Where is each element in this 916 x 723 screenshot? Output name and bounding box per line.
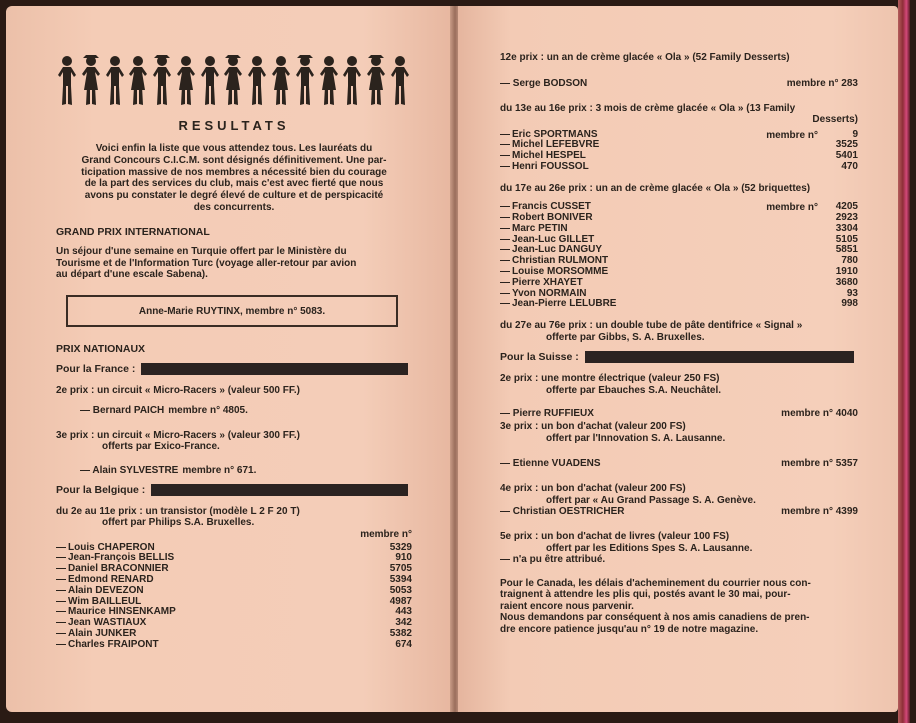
- prize-line: offert par « Au Grand Passage S. A. Genève.: [546, 494, 756, 506]
- suisse-prize-2: [500, 373, 858, 396]
- paper-doll-icon: [127, 52, 149, 108]
- row-dash: —: [56, 574, 66, 586]
- row-dash: —: [56, 541, 66, 553]
- paper-doll-icon: [294, 52, 316, 108]
- closing-line: Pour le Canada, les délais d'acheminement du courrier nous con-: [500, 577, 811, 589]
- prize-27-76: [500, 320, 858, 343]
- grand-prix-winner-box: [66, 295, 398, 327]
- winner-name: — Christian OESTRICHER: [500, 506, 625, 518]
- member-number: 9: [852, 128, 858, 140]
- winner-name: Eric SPORTMANS: [512, 128, 598, 140]
- member-number: 5851: [835, 244, 858, 256]
- prize-13-16-list: membre n° — Eric SPORTMANS 9 — Michel LEFEBVRE 3525 — Michel HESPEL 5401 — Henri FOUSSOL 470: [500, 128, 858, 172]
- winner-name: Alain JUNKER: [68, 628, 137, 640]
- prize-line: offerte par Gibbs, S. A. Bruxelles.: [546, 331, 705, 343]
- member-number: 3525: [835, 139, 858, 151]
- member-number: 93: [846, 287, 858, 299]
- row-dash: —: [56, 628, 66, 640]
- france-prize-3: [56, 430, 412, 453]
- member-number: 5382: [389, 628, 412, 640]
- winner-member: membre n° 5357: [781, 458, 858, 470]
- prize-17-26-list: membre n° — Francis CUSSET 4205 — Robert BONIVER 2923 — Marc PETIN 3304 — Jean-Luc GILLET 5105 — Jean-Luc DANGUY 5851 — Christian RULMONT 780 — Louise MORSOMME 1910 — Pierre XHAYET 3680 — Yvon NORMAIN 93 — Jean-Pierre LELUBRE 998: [500, 201, 858, 310]
- intro-line: de la part des services du club, mais c'est avec fierté que nous: [84, 178, 384, 190]
- p17-row: [500, 278, 858, 289]
- grand-prix-heading: GRAND PRIX INTERNATIONAL: [56, 225, 210, 238]
- row-dash: —: [500, 265, 510, 277]
- prize-line: du 2e au 11e prix : un transistor (modèle L 2 F 20 T): [56, 505, 300, 517]
- closing-line: Nous demandons par conséquent à nos amis canadiens de pren-: [500, 612, 810, 624]
- prize-line: 4e prix : un bon d'achat (valeur 200 FS): [500, 483, 686, 495]
- member-number: 780: [841, 255, 858, 267]
- book-edge: [898, 0, 910, 723]
- grand-prix-text: [56, 246, 412, 281]
- closing-line: dre encore patience jusqu'au n° 19 de notre magazine.: [500, 623, 759, 635]
- row-dash: —: [56, 552, 66, 564]
- prize-line: 5e prix : un bon d'achat de livres (valeur 100 FS): [500, 531, 730, 543]
- member-number: 4987: [389, 595, 412, 607]
- belgique-row: [56, 640, 412, 651]
- row-dash: —: [500, 255, 510, 267]
- p13-row: [500, 162, 858, 173]
- winner-name: Maurice HINSENKAMP: [68, 606, 176, 618]
- prize-line: — n'a pu être attribué.: [500, 554, 606, 566]
- row-dash: —: [56, 563, 66, 575]
- prize-12: 12e prix : un an de crème glacée « Ola » (52 Family Desserts): [500, 52, 790, 63]
- winner-name: Edmond RENARD: [68, 574, 154, 586]
- closing-line: traignent à attendre les plis qui, postés avant le 30 mai, pour-: [500, 589, 791, 601]
- row-dash: —: [500, 287, 510, 299]
- winner-name: Wim BAILLEUL: [68, 595, 142, 607]
- canada-notice: [500, 578, 858, 636]
- intro-line: avons pu constater le degré élevé de culture et de perspicacité: [84, 190, 384, 202]
- winner-name: Louis CHAPERON: [68, 541, 155, 553]
- intro-text: [56, 143, 412, 214]
- paper-doll-icon: [104, 52, 126, 108]
- page-title: RESULTATS: [178, 118, 290, 133]
- winner-name: Yvon NORMAIN: [512, 287, 587, 299]
- winner-name: Jean-Luc DANGUY: [512, 244, 603, 256]
- winner-name: — Serge BODSON: [500, 77, 588, 89]
- winner-name: Daniel BRACONNIER: [68, 563, 169, 575]
- belgique-winner-list: [56, 543, 412, 651]
- winner-name: — Pierre RUFFIEUX: [500, 408, 594, 420]
- france-winner-2: [56, 405, 412, 416]
- paper-doll-icon: [389, 52, 411, 108]
- prize-line: 3e prix : un circuit « Micro-Racers » (valeur 300 FF.): [56, 429, 300, 441]
- paper-doll-icon: [318, 52, 340, 108]
- right-page: [458, 6, 898, 712]
- row-dash: —: [56, 595, 66, 607]
- suisse-prize-4: [500, 483, 858, 506]
- prize-line: offert par les Editions Spes S. A. Lausanne.: [546, 542, 753, 554]
- winner-name: Jean-Pierre LELUBRE: [512, 298, 617, 310]
- france-section-label: [56, 363, 412, 375]
- row-dash: —: [500, 298, 510, 310]
- member-number: 2923: [835, 211, 858, 223]
- suisse-winner-2: [500, 408, 858, 419]
- belgique-section-label: [56, 484, 412, 496]
- intro-line: ticipation massive de nos membres a nécessité bien du courage: [81, 166, 387, 178]
- row-dash: —: [56, 606, 66, 618]
- winner-member: membre n° 671.: [182, 464, 257, 476]
- member-number: 5705: [389, 563, 412, 575]
- member-number: 470: [841, 160, 858, 172]
- row-dash: —: [500, 233, 510, 245]
- prize-line: 3e prix : un bon d'achat (valeur 200 FS): [500, 421, 686, 433]
- prize-line: 2e prix : une montre électrique (valeur 250 FS): [500, 373, 720, 385]
- paper-doll-icon: [151, 52, 173, 108]
- winner-name: Pierre XHAYET: [512, 276, 583, 288]
- winner-member: membre n° 4399: [781, 506, 858, 518]
- member-number: 998: [841, 298, 858, 310]
- suisse-prize-5: [500, 531, 858, 566]
- member-number: 3304: [835, 222, 858, 234]
- p17-row: [500, 224, 858, 235]
- intro-line: Grand Concours C.I.C.M. sont désignés définitivement. Une par-: [81, 154, 387, 166]
- row-dash: —: [500, 139, 510, 151]
- prize-line: offerts par Exico-France.: [102, 441, 220, 453]
- grand-prix-line: Tourisme et de l'Information Turc (voyage aller-retour par avion: [56, 257, 357, 269]
- intro-line: des concurrents.: [193, 201, 275, 213]
- row-dash: —: [56, 638, 66, 650]
- winner-member: membre n° 283: [786, 77, 858, 89]
- member-number: 5329: [389, 541, 412, 553]
- p17-row: [500, 299, 858, 310]
- winner-name: Jean-François BELLIS: [68, 552, 175, 564]
- member-number: 4205: [835, 201, 858, 213]
- member-number: 674: [395, 638, 412, 650]
- winner-name: Marc PETIN: [512, 222, 568, 234]
- winner-member: membre n° 4805.: [168, 404, 248, 416]
- paper-doll-icon: [222, 52, 244, 108]
- france-winner-3: [56, 465, 412, 476]
- member-number: 910: [395, 552, 412, 564]
- winner-name: Michel LEFEBVRE: [512, 139, 600, 151]
- row-dash: —: [56, 617, 66, 629]
- prize-line: offert par l'Innovation S. A. Lausanne.: [546, 432, 726, 444]
- suisse-prize-3: [500, 421, 858, 444]
- grand-prix-line: au départ d'une escale Sabena).: [56, 269, 208, 281]
- row-dash: —: [500, 160, 510, 172]
- france-prize-2: 2e prix : un circuit « Micro-Racers » (valeur 500 FF.): [56, 385, 300, 397]
- redaction-bar: [585, 351, 854, 363]
- paper-doll-figures: [56, 52, 411, 108]
- prize-line: du 27e au 76e prix : un double tube de pâte dentifrice « Signal »: [500, 320, 803, 332]
- paper-doll-icon: [175, 52, 197, 108]
- row-dash: —: [500, 150, 510, 162]
- row-dash: —: [500, 128, 510, 140]
- grand-prix-line: Un séjour d'une semaine en Turquie offert par le Ministère du: [56, 245, 347, 257]
- row-dash: —: [500, 222, 510, 234]
- member-number: 5394: [389, 574, 412, 586]
- winner-name: Jean WASTIAUX: [68, 617, 147, 629]
- prize-line: du 13e au 16e prix : 3 mois de crème glacée « Ola » (13 Family: [500, 102, 796, 114]
- row-dash: —: [500, 276, 510, 288]
- paper-doll-icon: [341, 52, 363, 108]
- winner-name: Jean-Luc GILLET: [512, 233, 595, 245]
- winner-name: Christian RULMONT: [512, 255, 609, 267]
- winner-member: membre n° 4040: [781, 408, 858, 420]
- paper-doll-icon: [199, 52, 221, 108]
- suisse-label: Pour la Suisse :: [500, 351, 579, 364]
- row-dash: —: [500, 211, 510, 223]
- member-number: 5105: [835, 233, 858, 245]
- closing-line: raient encore nous parvenir.: [500, 600, 634, 612]
- winner-name: Francis CUSSET: [512, 201, 591, 213]
- member-number: 5053: [389, 584, 412, 596]
- paper-doll-icon: [56, 52, 78, 108]
- prize-line: offert par Philips S.A. Bruxelles.: [102, 517, 255, 529]
- row-dash: —: [56, 584, 66, 596]
- redaction-bar: [151, 484, 408, 496]
- winner-name: — Bernard PAICH: [80, 404, 165, 416]
- winner-name: Robert BONIVER: [512, 211, 593, 223]
- member-number: 5401: [835, 150, 858, 162]
- suisse-winner-4: [500, 506, 858, 517]
- paper-doll-icon: [80, 52, 102, 108]
- suisse-section-label: [500, 351, 858, 363]
- redaction-bar: [141, 363, 408, 375]
- paper-doll-icon: [365, 52, 387, 108]
- grand-prix-winner: Anne-Marie RUYTINX, membre n° 5083.: [138, 305, 326, 317]
- prize-17-26: du 17e au 26e prix : un an de crème glacée « Ola » (52 briquettes): [500, 182, 811, 194]
- winner-name: Alain DEVEZON: [68, 584, 144, 596]
- winner-name: Charles FRAIPONT: [68, 638, 159, 650]
- prize-line: offerte par Ebauches S.A. Neuchâtel.: [546, 384, 722, 396]
- row-dash: —: [500, 244, 510, 256]
- suisse-winner-3: [500, 458, 858, 469]
- left-page: [6, 6, 452, 712]
- winner-name: — Alain SYLVESTRE: [80, 464, 179, 476]
- row-dash: —: [500, 201, 510, 213]
- winner-name: Henri FOUSSOL: [512, 160, 589, 172]
- prize-13-16: [500, 103, 858, 126]
- prize-12-winner: [500, 78, 858, 89]
- member-number: 342: [395, 617, 412, 629]
- winner-name: — Etienne VUADENS: [500, 458, 601, 470]
- belgique-member-label: membre n°: [360, 528, 412, 540]
- nationaux-heading: PRIX NATIONAUX: [56, 343, 146, 356]
- paper-doll-icon: [270, 52, 292, 108]
- member-number: 1910: [835, 265, 858, 277]
- belgique-prize: [56, 506, 412, 529]
- winner-name: Michel HESPEL: [512, 150, 586, 162]
- member-number: 443: [395, 606, 412, 618]
- paper-doll-icon: [246, 52, 268, 108]
- intro-line: Voici enfin la liste que vous attendez tous. Les lauréats du: [95, 143, 373, 154]
- prize-line: Desserts): [812, 114, 858, 125]
- belgique-label: Pour la Belgique :: [56, 483, 146, 496]
- winner-name: Louise MORSOMME: [512, 265, 609, 277]
- member-number: 3680: [835, 276, 858, 288]
- france-label: Pour la France :: [56, 363, 136, 376]
